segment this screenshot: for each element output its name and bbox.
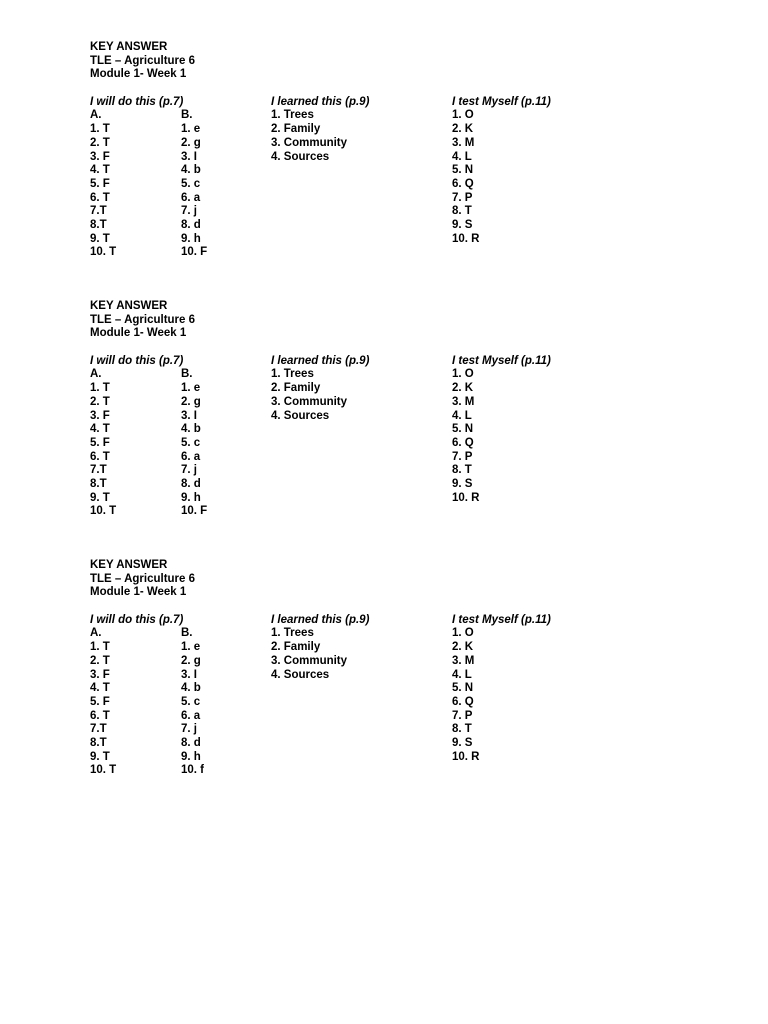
part3-title: I test Myself (p.11) (452, 95, 551, 108)
part1-a-header: A. (90, 368, 102, 381)
part3-column (452, 96, 551, 247)
answer-item: 3. I (181, 150, 197, 163)
answer-item: 8.T (90, 477, 107, 490)
answer-item: 7. P (452, 191, 473, 204)
answer-item: 6. Q (452, 436, 474, 449)
answer-item: 7.T (90, 464, 107, 477)
answer-item: 9. h (181, 750, 201, 763)
answer-item: 5. F (90, 695, 110, 708)
answer-item: 8. d (181, 218, 201, 231)
answer-item: 6. Q (452, 695, 474, 708)
answer-item: 8. T (452, 205, 472, 218)
answer-item: 4. b (181, 682, 201, 695)
answer-item: 4. Sources (271, 150, 330, 163)
answer-item: 1. e (181, 641, 201, 654)
answer-item: 1. O (452, 109, 474, 122)
block-header (90, 559, 690, 600)
answer-item: 8.T (90, 736, 107, 749)
answer-item: 10. R (452, 491, 480, 504)
answer-item: 2. T (90, 136, 110, 149)
subject-line: TLE – Agriculture 6 (90, 313, 196, 326)
answer-item: 1. e (181, 123, 201, 136)
block-header (90, 41, 690, 82)
answer-item: 5. N (452, 682, 474, 695)
answer-item: 6. T (90, 191, 110, 204)
answer-item: 7.T (90, 205, 107, 218)
answer-item: 4. L (452, 409, 472, 422)
answer-item: 1. e (181, 382, 201, 395)
answer-item: 4. L (452, 150, 472, 163)
answer-key-block (90, 559, 690, 777)
answer-key-block (90, 41, 690, 259)
answer-item: 9. T (90, 750, 110, 763)
part1-title: I will do this (p.7) (90, 613, 184, 626)
answer-item: 8.T (90, 218, 107, 231)
module-line: Module 1- Week 1 (90, 586, 187, 599)
part1-b-header: B. (181, 627, 193, 640)
answer-item: 9. S (452, 736, 473, 749)
answer-item: 10. T (90, 764, 117, 777)
answer-item: 2. T (90, 395, 110, 408)
answer-item: 1. Trees (271, 627, 314, 640)
answer-item: 6. Q (452, 177, 474, 190)
answer-item: 8. d (181, 736, 201, 749)
part3-column (452, 614, 551, 765)
answer-item: 6. a (181, 450, 201, 463)
answer-item: 7. j (181, 205, 197, 218)
answer-item: 2. g (181, 136, 201, 149)
answer-item: 10. F (181, 246, 208, 259)
answer-item: 3. Community (271, 654, 348, 667)
answer-item: 2. g (181, 395, 201, 408)
answer-item: 7. j (181, 723, 197, 736)
answer-item: 2. K (452, 382, 474, 395)
answer-item: 4. Sources (271, 668, 330, 681)
answer-item: 6. a (181, 191, 201, 204)
part2-column (271, 614, 369, 682)
answer-item: 10. R (452, 750, 480, 763)
answer-item: 5. N (452, 423, 474, 436)
answer-item: 3. I (181, 668, 197, 681)
answer-item: 10. F (181, 505, 208, 518)
part1-column-a (90, 355, 183, 519)
answer-item: 4. b (181, 423, 201, 436)
part1-a-header: A. (90, 109, 102, 122)
answer-item: 5. c (181, 695, 201, 708)
part3-column (452, 355, 551, 506)
part2-title: I learned this (p.9) (271, 613, 370, 626)
answer-item: 2. g (181, 654, 201, 667)
answer-item: 5. c (181, 177, 201, 190)
part1-a-header: A. (90, 627, 102, 640)
part1-column-a (90, 614, 183, 778)
key-answer-title: KEY ANSWER (90, 300, 168, 312)
answer-item: 10. T (90, 246, 117, 259)
answer-item: 9. h (181, 232, 201, 245)
answer-item: 10. R (452, 232, 480, 245)
part2-title: I learned this (p.9) (271, 95, 370, 108)
key-answer-title: KEY ANSWER (90, 41, 168, 53)
answer-item: 4. Sources (271, 409, 330, 422)
part1-title: I will do this (p.7) (90, 95, 184, 108)
part2-column (271, 96, 369, 164)
answer-item: 1. O (452, 627, 474, 640)
part1-column-b (181, 355, 207, 519)
answer-item: 8. d (181, 477, 201, 490)
answer-item: 7. j (181, 464, 197, 477)
answer-item: 2. Family (271, 382, 321, 395)
part2-column (271, 355, 369, 423)
key-answer-title: KEY ANSWER (90, 559, 168, 571)
answer-item: 3. M (452, 395, 475, 408)
answer-item: 3. F (90, 668, 110, 681)
answer-item: 1. Trees (271, 368, 314, 381)
answer-item: 5. N (452, 164, 474, 177)
answer-item: 9. T (90, 491, 110, 504)
answer-item: 4. b (181, 164, 201, 177)
answer-item: 3. Community (271, 395, 348, 408)
answer-item: 5. c (181, 436, 201, 449)
answer-item: 3. M (452, 654, 475, 667)
answer-item: 6. T (90, 450, 110, 463)
answer-item: 2. K (452, 641, 474, 654)
answer-item: 3. I (181, 409, 197, 422)
answer-item: 5. F (90, 177, 110, 190)
part1-column-b (181, 96, 207, 260)
answer-item: 2. K (452, 123, 474, 136)
part1-column-b (181, 614, 204, 778)
answer-item: 3. M (452, 136, 475, 149)
block-header (90, 300, 690, 341)
part3-title: I test Myself (p.11) (452, 354, 551, 367)
answer-item: 10. T (90, 505, 117, 518)
answer-item: 1. Trees (271, 109, 314, 122)
answer-item: 3. F (90, 409, 110, 422)
answer-item: 9. S (452, 218, 473, 231)
answer-item: 5. F (90, 436, 110, 449)
answer-item: 7. P (452, 450, 473, 463)
answer-item: 7.T (90, 723, 107, 736)
answer-item: 1. T (90, 382, 110, 395)
answer-item: 4. T (90, 423, 110, 436)
answer-item: 9. T (90, 232, 110, 245)
part1-b-header: B. (181, 368, 193, 381)
part2-title: I learned this (p.9) (271, 354, 370, 367)
answer-item: 7. P (452, 709, 473, 722)
part1-column-a (90, 96, 183, 260)
answer-item: 3. F (90, 150, 110, 163)
answer-item: 4. L (452, 668, 472, 681)
answer-item: 4. T (90, 164, 110, 177)
answer-item: 1. T (90, 123, 110, 136)
answer-item: 6. a (181, 709, 201, 722)
subject-line: TLE – Agriculture 6 (90, 54, 196, 67)
answer-item: 8. T (452, 723, 472, 736)
answer-item: 4. T (90, 682, 110, 695)
subject-line: TLE – Agriculture 6 (90, 572, 196, 585)
answer-item: 3. Community (271, 136, 348, 149)
answer-item: 2. T (90, 654, 110, 667)
part1-title: I will do this (p.7) (90, 354, 184, 367)
answer-item: 6. T (90, 709, 110, 722)
module-line: Module 1- Week 1 (90, 327, 187, 340)
answer-item: 8. T (452, 464, 472, 477)
module-line: Module 1- Week 1 (90, 68, 187, 81)
answer-item: 9. S (452, 477, 473, 490)
part3-title: I test Myself (p.11) (452, 613, 551, 626)
answer-item: 2. Family (271, 123, 321, 136)
answer-item: 2. Family (271, 641, 321, 654)
answer-item: 10. f (181, 764, 205, 777)
answer-item: 1. O (452, 368, 474, 381)
answer-key-block (90, 300, 690, 518)
part1-b-header: B. (181, 109, 193, 122)
answer-item: 1. T (90, 641, 110, 654)
answer-item: 9. h (181, 491, 201, 504)
